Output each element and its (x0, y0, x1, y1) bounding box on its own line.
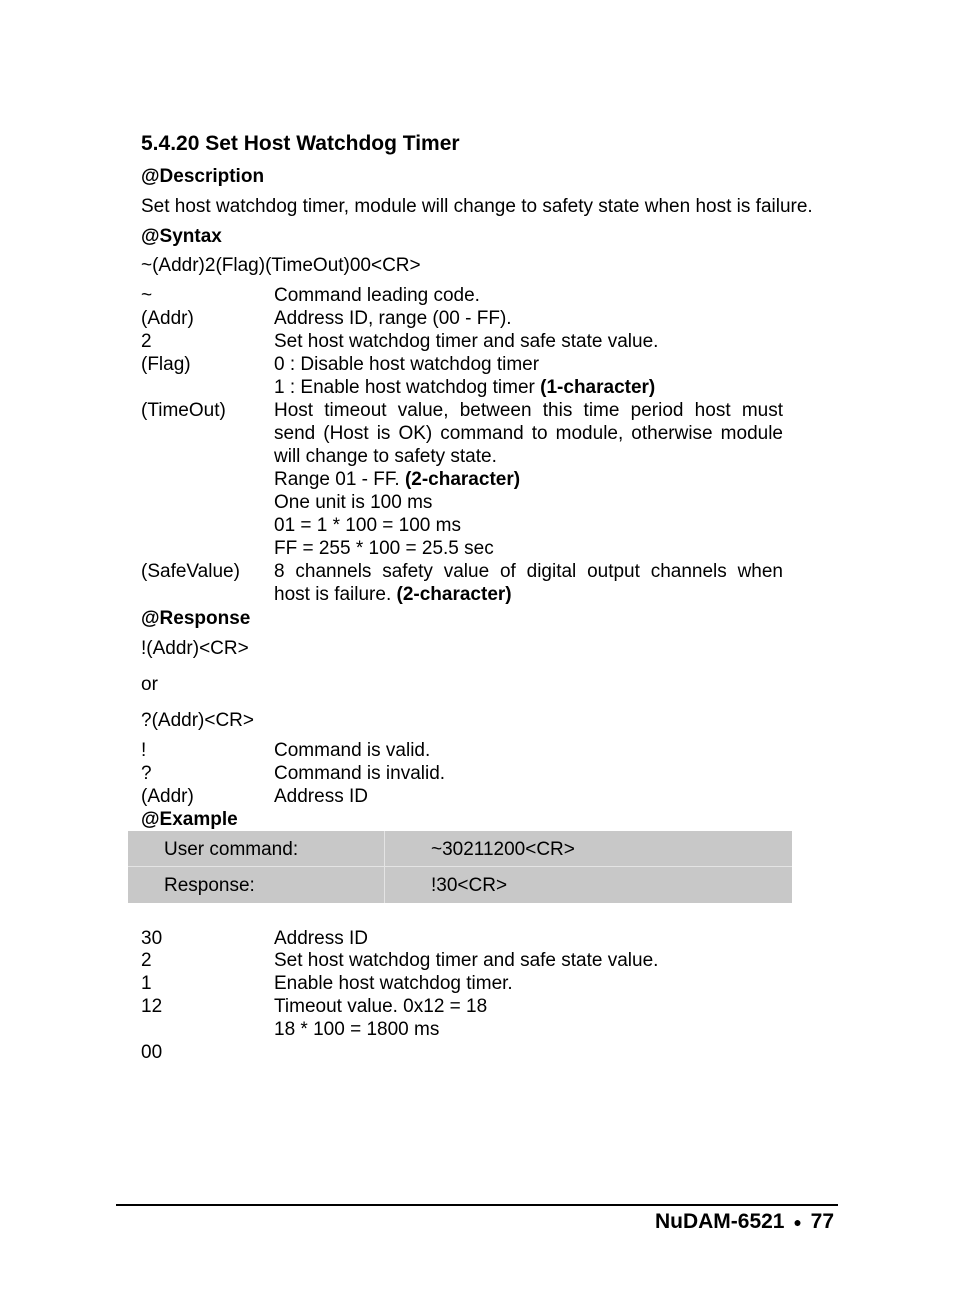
example-term-timeout: 12 (141, 996, 163, 1017)
syntax-command: ~(Addr)2(Flag)(TimeOut)00<CR> (141, 255, 421, 276)
param-term-addr: (Addr) (141, 308, 194, 329)
example-label-command: User command: (164, 839, 299, 860)
param-desc-timeout-line1: Host timeout value, between this time period host must (274, 400, 783, 421)
param-term-timeout: (TimeOut) (141, 400, 226, 421)
param-desc-safevalue-line2 (274, 583, 512, 606)
flag-enable-text: 1 : Enable host watchdog timer (274, 377, 541, 398)
timeout-size-note: (2-character) (404, 469, 521, 490)
timeout-range-text: Range 01 - FF. (274, 469, 405, 490)
example-desc-timeout-line1: Timeout value. 0x12 = 18 (274, 996, 488, 1017)
response-term-valid: ! (141, 740, 147, 761)
example-term-flag: 1 (141, 973, 152, 994)
response-desc-invalid: Command is invalid. (274, 763, 446, 784)
footer-bullet: ● (793, 1214, 802, 1231)
footer-rule (116, 1204, 838, 1206)
param-desc-timeout-min: 01 = 1 * 100 = 100 ms (274, 515, 461, 536)
syntax-heading: @Syntax (141, 226, 222, 247)
footer-product: NuDAM-6521 (654, 1210, 785, 1233)
description-heading: @Description (141, 166, 265, 187)
footer-page-number: 77 (810, 1210, 834, 1233)
example-term-command-code: 2 (141, 950, 152, 971)
response-desc-addr: Address ID (274, 786, 368, 807)
param-desc-flag-enable (274, 376, 655, 399)
param-desc-timeout-unit: One unit is 100 ms (274, 492, 433, 513)
param-desc-tilde: Command leading code. (274, 285, 480, 306)
param-term-safevalue: (SafeValue) (141, 561, 240, 582)
page-footer (655, 1209, 834, 1235)
response-heading: @Response (141, 608, 251, 629)
example-desc-timeout-line2: 18 * 100 = 1800 ms (274, 1019, 440, 1040)
example-table-column-divider (384, 831, 385, 903)
param-term-command-code: 2 (141, 331, 152, 352)
param-desc-timeout-range (274, 468, 520, 491)
response-valid: !(Addr)<CR> (141, 638, 249, 659)
param-term-flag: (Flag) (141, 354, 191, 375)
example-desc-flag: Enable host watchdog timer. (274, 973, 513, 994)
param-desc-timeout-line3: will change to safety state. (274, 446, 497, 467)
flag-size-note: (1-character) (540, 377, 656, 398)
section-title: 5.4.20 Set Host Watchdog Timer (141, 132, 460, 155)
example-desc-address: Address ID (274, 928, 368, 949)
example-heading: @Example (141, 809, 238, 830)
response-invalid: ?(Addr)<CR> (141, 710, 254, 731)
safevalue-size-note: (2-character) (396, 584, 512, 605)
description-text: Set host watchdog timer, module will change to safety state when host is failure. (141, 196, 813, 217)
param-desc-timeout-max: FF = 255 * 100 = 25.5 sec (274, 538, 494, 559)
example-table-row-divider (128, 866, 792, 867)
example-term-safevalue: 00 (141, 1042, 163, 1063)
param-desc-safevalue-line1: 8 channels safety value of digital output channels when (274, 561, 783, 582)
response-term-addr: (Addr) (141, 786, 194, 807)
param-desc-timeout-line2: send (Host is OK) command to module, otherwise module (274, 423, 783, 444)
response-term-invalid: ? (141, 763, 152, 784)
example-label-response: Response: (164, 875, 255, 896)
response-or: or (141, 674, 158, 695)
example-desc-command-code: Set host watchdog timer and safe state value. (274, 950, 659, 971)
param-term-tilde: ~ (141, 285, 153, 306)
safevalue-text: host is failure. (274, 584, 397, 605)
param-desc-command-code: Set host watchdog timer and safe state value. (274, 331, 659, 352)
example-term-address: 30 (141, 928, 163, 949)
param-desc-addr: Address ID, range (00 - FF). (274, 308, 512, 329)
response-desc-valid: Command is valid. (274, 740, 431, 761)
example-value-command: ~30211200<CR> (431, 839, 575, 860)
example-value-response: !30<CR> (431, 875, 508, 896)
param-desc-flag-disable: 0 : Disable host watchdog timer (274, 354, 540, 375)
